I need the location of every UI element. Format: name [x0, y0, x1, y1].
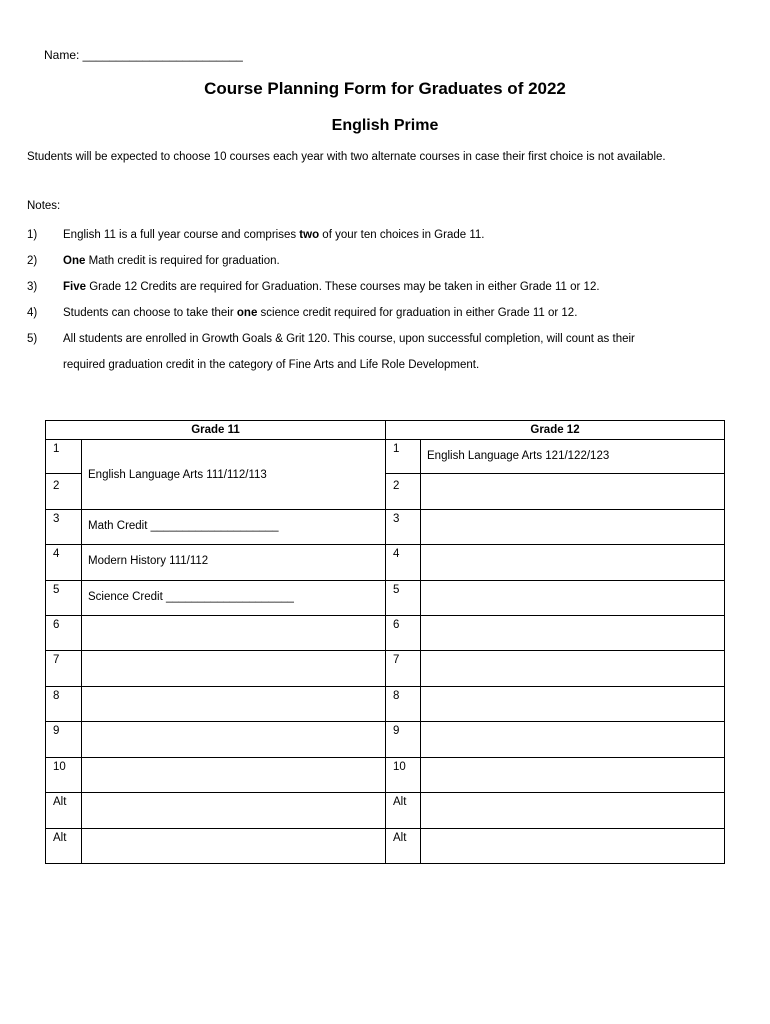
grade-12-course-cell[interactable]: [421, 545, 725, 581]
page-title: Course Planning Form for Graduates of 2022: [204, 79, 566, 98]
grade-11-course-cell[interactable]: [82, 793, 386, 829]
grade-11-header: Grade 11: [46, 421, 386, 440]
name-field[interactable]: Name: ________________________: [44, 48, 243, 62]
row-number: 4: [46, 545, 82, 581]
table-row: [46, 829, 725, 864]
note-number: 5): [27, 333, 38, 345]
grade-11-course-cell[interactable]: English Language Arts 111/112/113: [82, 440, 386, 510]
row-number: Alt: [46, 829, 82, 864]
note-text: One Math credit is required for graduation.: [63, 255, 280, 267]
note-number: 2): [27, 255, 38, 267]
grade-11-course-cell[interactable]: [82, 651, 386, 687]
course-table: [45, 420, 725, 864]
row-number: 9: [386, 722, 421, 758]
grade-12-course-cell[interactable]: [421, 651, 725, 687]
table-row: [46, 687, 725, 722]
grade-12-course-cell[interactable]: English Language Arts 121/122/123: [421, 440, 725, 474]
grade-11-course-cell[interactable]: [82, 758, 386, 793]
note-text: Students can choose to take their one science credit required for graduation in either Grade 11 or 12.: [63, 307, 578, 319]
grade-12-header: Grade 12: [386, 421, 725, 440]
page-subtitle: English Prime: [331, 117, 439, 134]
grade-12-course-cell[interactable]: [421, 616, 725, 651]
table-row: [46, 722, 725, 758]
row-number: Alt: [386, 829, 421, 864]
grade-11-course-cell[interactable]: Modern History 111/112: [82, 545, 386, 581]
grade-11-course-cell[interactable]: [82, 829, 386, 864]
table-row: [46, 581, 725, 616]
grade-11-course-cell[interactable]: Math Credit ____________________: [82, 510, 386, 545]
grade-11-course-cell[interactable]: [82, 687, 386, 722]
note-number: 4): [27, 307, 38, 319]
row-number: Alt: [46, 793, 82, 829]
table-row: [46, 545, 725, 581]
note-text-continued: required graduation credit in the category of Fine Arts and Life Role Development.: [63, 359, 480, 371]
row-number: 6: [386, 616, 421, 651]
note-text: Five Grade 12 Credits are required for Graduation. These courses may be taken in either Grade 11 or 12.: [63, 281, 600, 293]
grade-12-course-cell[interactable]: [421, 474, 725, 510]
grade-12-course-cell[interactable]: [421, 687, 725, 722]
row-number: 2: [46, 474, 82, 510]
table-row: [46, 616, 725, 651]
row-number: 8: [46, 687, 82, 722]
grade-12-course-cell[interactable]: [421, 510, 725, 545]
grade-12-course-cell[interactable]: [421, 793, 725, 829]
grade-11-course-cell[interactable]: Science Credit ____________________: [82, 581, 386, 616]
row-number: 1: [386, 440, 421, 474]
row-number: 4: [386, 545, 421, 581]
row-number: 6: [46, 616, 82, 651]
row-number: 9: [46, 722, 82, 758]
table-row: [46, 793, 725, 829]
row-number: 10: [46, 758, 82, 793]
note-number: 1): [27, 229, 38, 241]
note-text: All students are enrolled in Growth Goals & Grit 120. This course, upon successful completion, will count as their: [63, 333, 635, 345]
row-number: 3: [46, 510, 82, 545]
table-row: [46, 758, 725, 793]
row-number: 5: [46, 581, 82, 616]
row-number: 8: [386, 687, 421, 722]
row-number: 5: [386, 581, 421, 616]
grade-12-course-cell[interactable]: [421, 758, 725, 793]
note-number: 3): [27, 281, 38, 293]
grade-11-course-cell[interactable]: [82, 616, 386, 651]
row-number: 2: [386, 474, 421, 510]
row-number: 7: [46, 651, 82, 687]
notes-label: Notes:: [27, 200, 61, 212]
intro-text: Students will be expected to choose 10 courses each year with two alternate courses in case their first choice is not available.: [27, 151, 666, 163]
table-row: [46, 440, 725, 474]
grade-12-course-cell[interactable]: [421, 829, 725, 864]
row-number: 1: [46, 440, 82, 474]
row-number: Alt: [386, 793, 421, 829]
note-text: English 11 is a full year course and comprises two of your ten choices in Grade 11.: [63, 229, 485, 241]
table-header-row: [46, 421, 725, 440]
grade-11-course-cell[interactable]: [82, 722, 386, 758]
row-number: 7: [386, 651, 421, 687]
table-row: [46, 510, 725, 545]
row-number: 10: [386, 758, 421, 793]
grade-12-course-cell[interactable]: [421, 722, 725, 758]
table-row: [46, 651, 725, 687]
grade-12-course-cell[interactable]: [421, 581, 725, 616]
row-number: 3: [386, 510, 421, 545]
